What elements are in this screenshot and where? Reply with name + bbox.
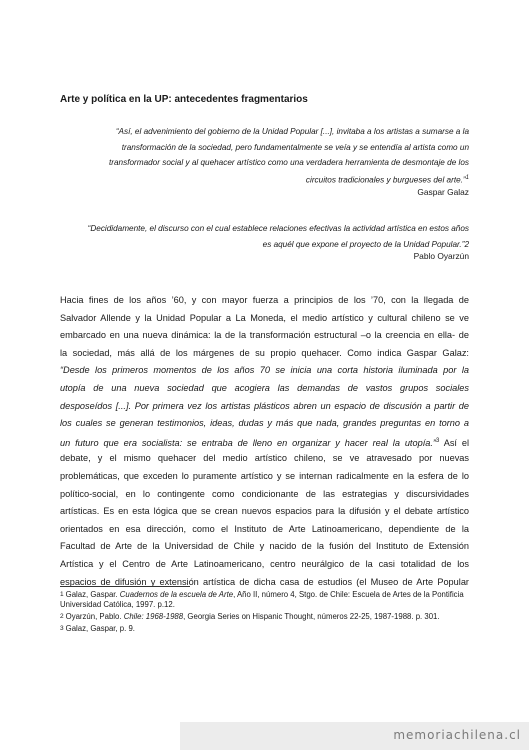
quote-line-text: es aquél que expone el proyecto de la Unidad Popular.” — [262, 239, 465, 249]
section-heading: Arte y política en la UP: antecedentes fragmentarios — [60, 94, 308, 105]
footnote — [60, 612, 469, 622]
body-line: orientados en esa dirección, como el Instituto de Arte Latinoamericano, dependiente de la — [60, 523, 469, 534]
footnote-text: Galaz, Gaspar. — [65, 590, 120, 599]
body-line: utopía de una nueva sociedad que acogiera las demandas de vastos grupos sociales — [60, 382, 469, 393]
footnote-ref[interactable]: 3 — [435, 437, 440, 444]
body-line: político-social, en lo contingente como condicionante de las estrategias y discursividades — [60, 488, 469, 499]
footnotes — [60, 590, 469, 634]
quote-line-text: circuitos tradicionales y burgueses del arte.” — [305, 175, 466, 185]
footnote-ref[interactable]: 2 — [464, 239, 469, 249]
epigraph-quote-1 — [64, 124, 469, 188]
body-line: espacios de difusión y extensión artística de dicha casa de estudios (el Museo de Arte Popular — [60, 576, 469, 587]
body-text: Así el — [439, 437, 469, 448]
footnote-separator — [60, 586, 190, 587]
quote-text: un futuro que era socialista: se entraba de lleno en organizar y hacer real la utopía.” — [60, 437, 436, 448]
footnote-text: Oyarzún, Pablo. — [65, 612, 124, 621]
quote-line: transformador social y al quehacer artístico como una verdadera herramienta de desmontaje de los — [109, 158, 469, 168]
footnote-number: 3 — [60, 625, 64, 632]
footnote-text: , Georgia Series on Hispanic Thought, números 22-25, 1987-1988. p. 301. — [183, 612, 440, 621]
epigraph-quote-2 — [64, 221, 469, 252]
body-line: embarcado en una nueva dinámica: la de la transformación estructural –o la creencia en ella- de — [60, 330, 469, 341]
body-line: Artística y el Centro de Arte Latinoamericano, centro neurálgico de la casi totalidad de los — [60, 558, 469, 569]
body-line: desposeídos [...]. Por primera vez los artistas plásticos abren un espacio de discusión a partir de — [60, 400, 469, 411]
body-line: artísticas. Es en esta lógica que se crean nuevos espacios para la difusión y el debate artístico — [60, 506, 469, 517]
quote-line — [64, 237, 469, 253]
footnote — [60, 590, 469, 610]
body-line: Hacia fines de los años ’60, y con mayor fuerza a principios de los ’70, con la llegada de — [60, 295, 469, 305]
footnote-number: 2 — [60, 613, 64, 620]
footnote-title: Cuadernos de la escuela de Arte — [119, 590, 234, 599]
watermark-logo: memoriachilena.cl — [393, 728, 521, 742]
footnote-text: Galaz, Gaspar, p. 9. — [65, 624, 135, 633]
quote-line: “Decididamente, el discurso con el cual establece relaciones efectivas la actividad artística en estos años — [87, 224, 469, 233]
quote-author: Pablo Oyarzún — [413, 251, 469, 261]
footnote-text: , Año II, número 4, Stgo. de Chile: Escuela de Artes de la Pontificia Universidad Católica, 1997. p.12. — [60, 590, 464, 609]
body-line: los cuales se generan testimonios, ideas, dudas y más que nada, grandes preguntas en torno a — [60, 418, 469, 429]
body-line: debate, y el mismo quehacer del medio artístico chileno, se ve atravesado por nuevas — [60, 453, 469, 464]
body-line: Salvador Allende y la Unidad Popular a La Moneda, el medio artístico y cultural chileno se ve — [60, 312, 469, 323]
quote-line: “Así, el advenimiento del gobierno de la Unidad Popular [...], invitaba a los artistas a sumarse a la — [115, 127, 469, 136]
footnote-title: Chile: 1968-1988 — [123, 612, 184, 621]
footnote-ref[interactable]: 1 — [465, 174, 469, 181]
body-line: la sociedad, más allá de los márgenes de su propio quehacer. Como indica Gaspar Galaz: — [60, 347, 469, 358]
body-line: “Desde los primeros momentos de los años 70 se inicia una corta historia iluminada por la — [60, 365, 469, 376]
body-paragraph — [60, 292, 469, 591]
body-line: problemáticas, que exceden lo puramente artístico y se internan radicalmente en la esfera de lo — [60, 470, 469, 481]
quote-line: transformación de la sociedad, pero fundamentalmente se veía y se entendía al artista como un — [121, 142, 469, 152]
footnote-number: 1 — [60, 591, 64, 598]
body-line — [60, 433, 469, 451]
quote-author: Gaspar Galaz — [417, 187, 469, 197]
quote-line — [64, 171, 469, 188]
footnote — [60, 624, 469, 634]
body-line: Facultad de Arte de la Universidad de Chile y nacido de la fusión del Instituto de Extensión — [60, 541, 469, 552]
